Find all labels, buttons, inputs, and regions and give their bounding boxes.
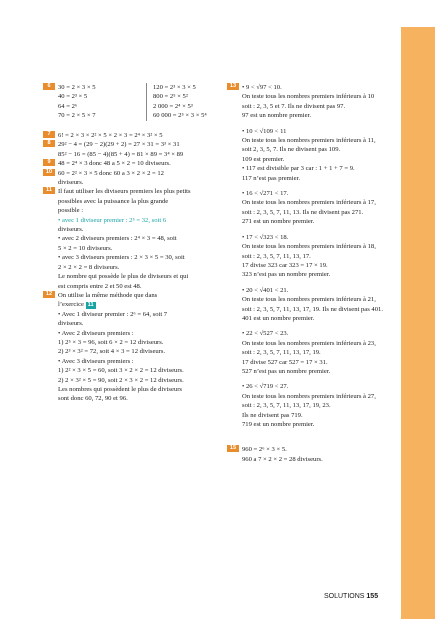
- answer-line: 2) 2³ × 3² = 72, soit 4 × 3 = 12 diviseurs.: [58, 348, 166, 356]
- test-block: [242, 329, 396, 376]
- answer-line: 323 n’est pas un nombre premier.: [242, 271, 331, 279]
- answer-line: 117 n’est pas premier.: [242, 174, 300, 182]
- factorization-line: 70 = 2 × 5 × 7: [58, 112, 96, 120]
- answer-line: 48 = 2⁴ × 3 donc 48 a 5 × 2 = 10 diviseurs.: [58, 160, 171, 168]
- exercise-number: 7: [43, 131, 55, 138]
- answer-line: soit : 2, 3, 5, 7, 11, 13, 17, 19. Ils ne divisent pas 401.: [242, 305, 383, 313]
- answer-line: Les nombres qui possèdent le plus de diviseurs: [58, 385, 182, 393]
- page-footer: [324, 593, 378, 600]
- answer-line: 6! = 2 × 3 × 2² × 5 × 2 × 3 = 2⁴ × 3² × 5: [58, 132, 163, 139]
- exercise-number: 15: [227, 445, 239, 452]
- answer-line: diviseurs.: [58, 179, 84, 187]
- factorization-line: 64 = 2⁶: [58, 102, 78, 110]
- answer-line: On teste tous les nombres premiers inférieurs à 11,: [242, 137, 376, 145]
- answer-line: On teste tous les nombres premiers inférieurs à 10: [242, 93, 375, 101]
- exercise-number: 6: [43, 83, 55, 90]
- answer-line: 719 est un nombre premier.: [242, 421, 315, 428]
- answer-line: 960 a 7 × 2 × 2 = 28 diviseurs.: [242, 455, 323, 463]
- exercise-8: [44, 140, 224, 159]
- test-block: [242, 127, 396, 165]
- test-block: [242, 233, 396, 280]
- answer-line: soit : 2, 3, 5 et 7. Ils ne divisent pas 97.: [242, 102, 346, 110]
- answer-line: On teste tous les nombres premiers inférieurs à 23,: [242, 339, 376, 347]
- reference-prefix: l’exercice: [58, 301, 84, 309]
- test-block: [242, 189, 396, 227]
- answer-line: [58, 300, 224, 309]
- answer-line: Il faut utiliser les diviseurs premiers les plus petits: [58, 188, 191, 196]
- answer-line: • 16 < √271 < 17.: [242, 190, 289, 198]
- answer-line: • 9 < √97 < 10.: [242, 84, 282, 91]
- exercise-15: [228, 445, 396, 464]
- factorization-line: 30 = 2 × 3 × 5: [58, 84, 96, 91]
- exercise-7: [44, 131, 224, 140]
- answer-line: 271 est un nombre premier.: [242, 218, 315, 226]
- answer-line: 1) 2² × 3 × 5 = 60, soit 3 × 2 × 2 = 12 diviseurs.: [58, 367, 184, 375]
- factorization-line: 40 = 2³ × 5: [58, 93, 88, 101]
- factorization-list-b: [146, 83, 233, 121]
- answer-line: 17 divise 527 car 527 = 17 × 31.: [242, 358, 328, 366]
- test-block: [242, 83, 396, 121]
- exercise-number: 12: [43, 291, 55, 298]
- factorization-line: 2 000 = 2⁴ × 5³: [153, 102, 193, 110]
- answer-line: • 26 < √719 < 27.: [242, 383, 289, 391]
- answer-line: sont donc 60, 72, 90 et 96.: [58, 395, 128, 403]
- answer-line: 5 × 2 = 10 diviseurs.: [58, 244, 113, 252]
- answer-line: 29² − 4 = (29 − 2)(29 + 2) = 27 × 31 = 3³ × 31: [58, 141, 180, 149]
- answer-line: Le nombre qui possède le plus de diviseurs et qui: [58, 273, 189, 281]
- answer-line: 1) 2⁵ × 3 = 96, soit 6 × 2 = 12 diviseurs.: [58, 338, 164, 346]
- exercise-number: 10: [43, 169, 55, 176]
- answer-line: • avec 1 diviseur premier : 2⁵ = 32, soit 6: [58, 216, 167, 224]
- answer-line: possible :: [58, 207, 84, 215]
- factorization-line: 60 000 = 2⁵ × 3 × 5⁴: [153, 112, 207, 120]
- answer-line: • avec 3 diviseurs premiers : 2 × 3 × 5 = 30, soit: [58, 254, 185, 262]
- answer-line: 401 est un nombre premier.: [242, 314, 315, 322]
- answer-line: 527 n’est pas un nombre premier.: [242, 367, 331, 375]
- answer-line: • Avec 1 diviseur premier : 2⁶ = 64, soit 7: [58, 310, 168, 318]
- answer-line: 97 est un nombre premier.: [242, 112, 312, 120]
- answer-line: soit : 2, 3, 5, 7, 11, 13. Ils ne divisent pas 271.: [242, 208, 364, 216]
- test-block: [242, 164, 396, 183]
- answer-line: • 22 < √527 < 23.: [242, 330, 289, 338]
- exercise-number: 8: [43, 140, 55, 147]
- factorization-line: 120 = 2³ × 3 × 5: [153, 84, 196, 91]
- right-column: [228, 83, 396, 464]
- page-number: 155: [366, 593, 379, 600]
- footer-section-label: SOLUTIONS: [324, 593, 365, 600]
- answer-line: 2 × 2 × 2 = 8 diviseurs.: [58, 263, 120, 271]
- answer-line: On teste tous les nombres premiers inférieurs à 17,: [242, 199, 376, 207]
- answer-line: soit 2, 3, 5, 7. Ils ne divisent pas 109.: [242, 146, 341, 154]
- answer-line: • Avec 2 diviseurs premiers :: [58, 329, 134, 337]
- exercise-11: [44, 187, 224, 290]
- answer-line: On utilise la même méthode que dans: [58, 291, 158, 299]
- answer-line: On teste tous les nombres premiers inférieurs à 27,: [242, 392, 376, 400]
- answer-line: 17 divise 323 car 323 = 17 × 19.: [242, 261, 328, 269]
- exercise-6: [44, 83, 224, 125]
- answer-line: soit : 2, 3, 5, 7, 11, 13, 17, 19.: [242, 349, 321, 357]
- answer-line: • avec 2 diviseurs premiers : 2⁴ × 3 = 48, soit: [58, 235, 177, 243]
- answer-line: diviseurs.: [58, 320, 84, 328]
- answer-line: • 20 < √401 < 21.: [242, 286, 289, 294]
- exercise-number: 13: [227, 83, 239, 90]
- exercise-10: [44, 169, 224, 188]
- exercise-13: [228, 83, 396, 429]
- answer-line: est compris entre 2 et 50 est 48.: [58, 282, 142, 290]
- exercise-9: [44, 159, 224, 168]
- test-block: [242, 382, 396, 429]
- answer-line: soit : 2, 3, 5, 7, 11, 13, 17, 19, 23.: [242, 402, 331, 410]
- answer-line: soit : 2, 3, 5, 7, 11, 13, 17.: [242, 252, 311, 260]
- answer-line: • 117 est divisible par 3 car : 1 + 1 + 7 = 9.: [242, 165, 355, 173]
- answer-line: Ils ne divisent pas 719.: [242, 411, 303, 419]
- answer-line: • 17 < √323 < 18.: [242, 233, 289, 241]
- answer-line: diviseurs.: [58, 226, 84, 234]
- factorization-list-a: [58, 83, 144, 121]
- exercise-number: 11: [43, 187, 55, 194]
- answer-line: On teste tous les nombres premiers inférieurs à 21,: [242, 296, 376, 304]
- answer-line: 85² − 16 = (85 − 4)(85 + 4) = 81 × 89 = 3⁴ × 89: [58, 150, 184, 158]
- answer-line: 109 est premier.: [242, 155, 285, 163]
- answer-line: 960 = 2⁶ × 3 × 5.: [242, 446, 287, 454]
- exercise-number: 9: [43, 159, 55, 166]
- exercise-reference-badge: 11: [87, 302, 94, 309]
- answer-line: possibles avec la puissance la plus grande: [58, 197, 169, 205]
- page-margin-band: [401, 27, 435, 619]
- answer-line: • 10 < √109 < 11: [242, 127, 287, 135]
- answer-line: • Avec 3 diviseurs premiers :: [58, 357, 134, 365]
- left-column: [44, 83, 224, 404]
- exercise-12: [44, 291, 224, 404]
- answer-line: 60 = 2² × 3 × 5 donc 60 a 3 × 2 × 2 = 12: [58, 169, 164, 177]
- answer-line: 2) 2 × 3² × 5 = 90, soit 2 × 3 × 2 = 12 diviseurs.: [58, 376, 184, 384]
- factorization-line: 800 = 2⁵ × 5²: [153, 93, 188, 101]
- answer-line: On teste tous les nombres premiers inférieurs à 18,: [242, 243, 376, 251]
- test-block: [242, 286, 396, 324]
